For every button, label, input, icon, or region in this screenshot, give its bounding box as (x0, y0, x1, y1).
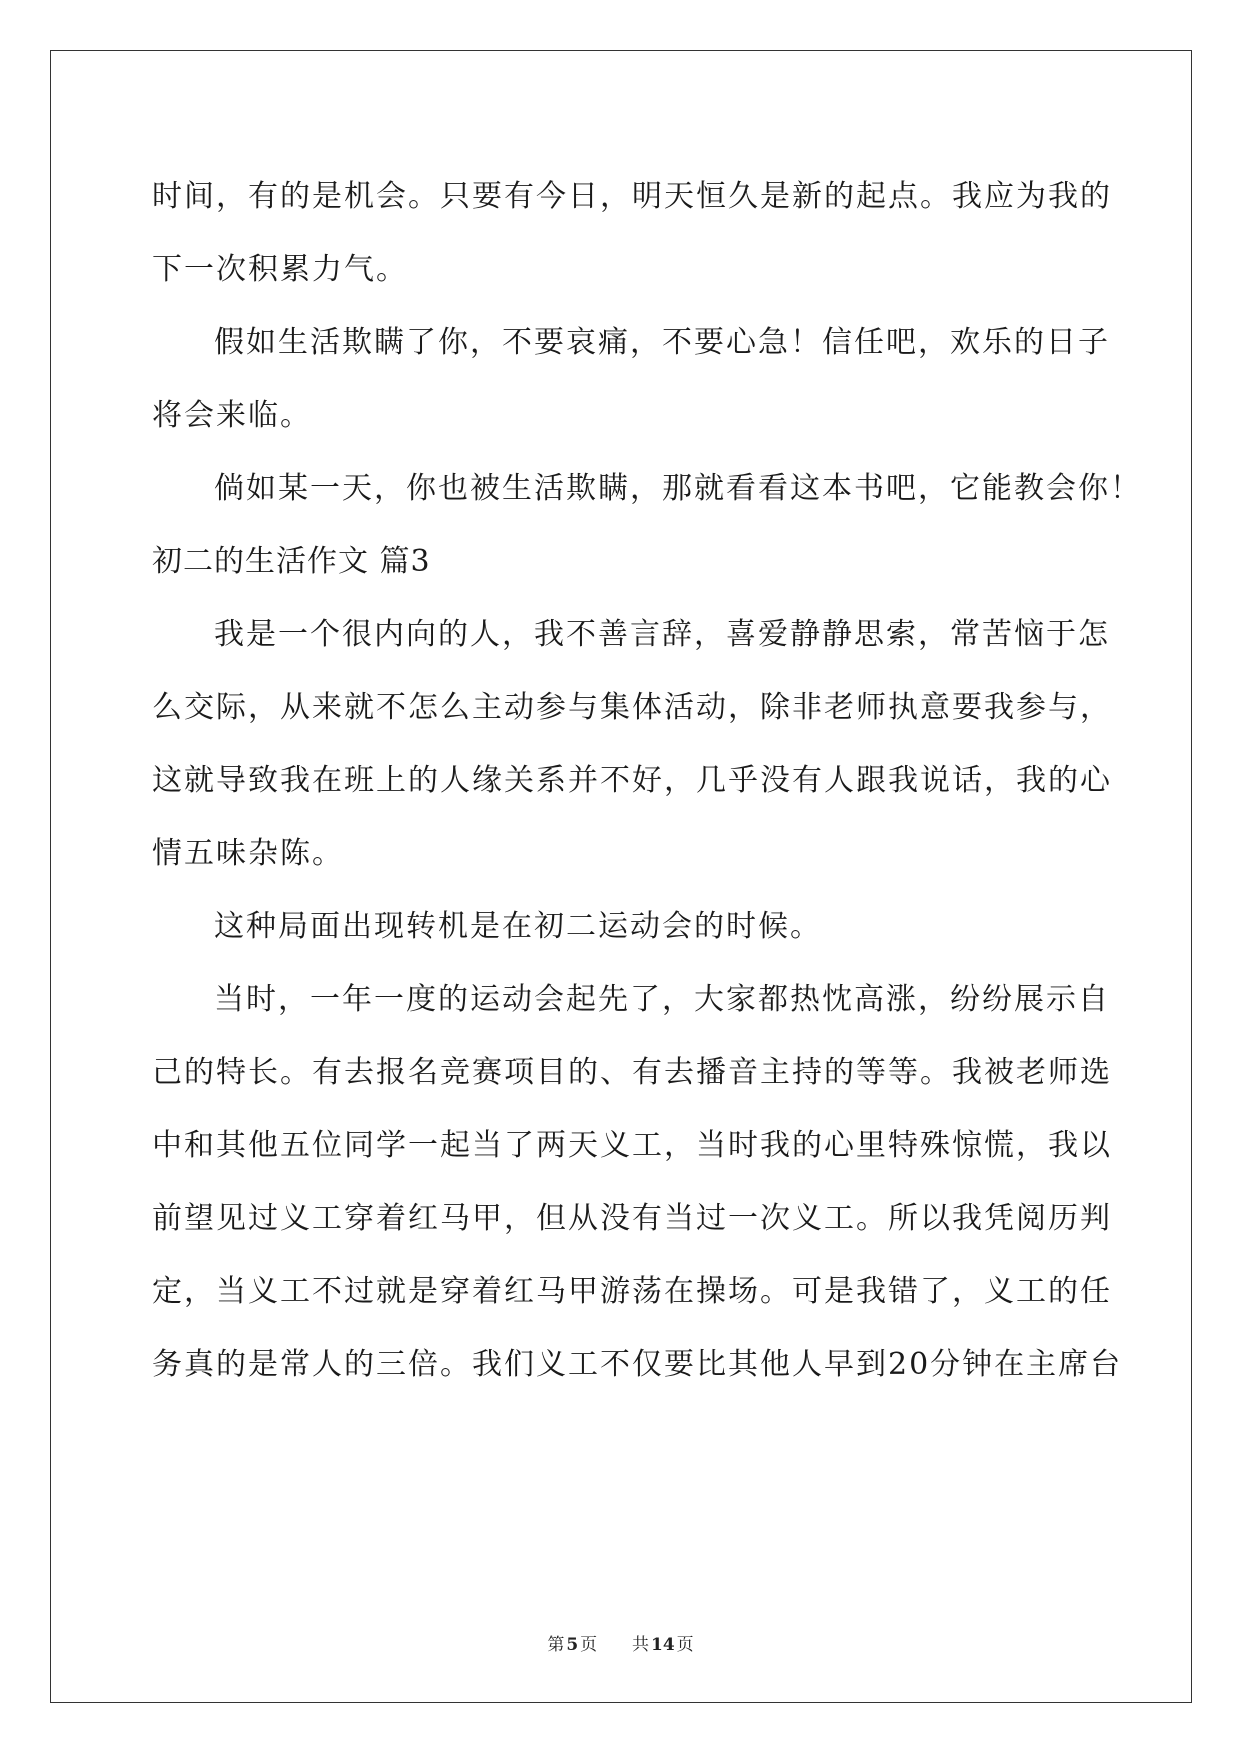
text-line-13: 己的特长。有去报名竞赛项目的、有去播音主持的等等。我被老师选 (152, 1055, 1112, 1090)
section-heading: 初二的生活作文 篇3 (152, 544, 431, 579)
text-line-14: 中和其他五位同学一起当了两天义工，当时我的心里特殊惊慌，我以 (152, 1128, 1112, 1163)
text-line-8: 么交际，从来就不怎么主动参与集体活动，除非老师执意要我参与， (152, 690, 1112, 725)
total-pages-number: 14 (650, 1635, 675, 1655)
text-line-4: 将会来临。 (152, 398, 312, 433)
text-line-17: 务真的是常人的三倍。我们义工不仅要比其他人早到20分钟在主席台 (152, 1347, 1123, 1382)
text-line-1: 时间，有的是机会。只要有今日，明天恒久是新的起点。我应为我的 (152, 179, 1112, 214)
text-line-16: 定，当义工不过就是穿着红马甲游荡在操场。可是我错了，义工的任 (152, 1274, 1112, 1309)
footer-total-prefix: 共 (631, 1635, 649, 1655)
text-line-5: 倘如某一天，你也被生活欺瞒，那就看看这本书吧，它能教会你！ (214, 471, 1142, 506)
footer-page-suffix: 页 (580, 1635, 598, 1655)
text-line-15: 前望见过义工穿着红马甲，但从没有当过一次义工。所以我凭阅历判 (152, 1201, 1112, 1236)
text-line-11: 这种局面出现转机是在初二运动会的时候。 (214, 909, 822, 944)
text-line-7: 我是一个很内向的人，我不善言辞，喜爱静静思索，常苦恼于怎 (214, 617, 1110, 652)
document-body (152, 160, 1142, 1401)
footer-prefix: 第 (547, 1635, 565, 1655)
current-page-number: 5 (566, 1635, 579, 1655)
text-line-12: 当时，一年一度的运动会起先了，大家都热忱高涨，纷纷展示自 (214, 982, 1110, 1017)
footer-total-suffix: 页 (676, 1635, 694, 1655)
text-line-10: 情五味杂陈。 (152, 836, 344, 871)
text-line-2: 下一次积累力气。 (152, 252, 408, 287)
text-line-9: 这就导致我在班上的人缘关系并不好，几乎没有人跟我说话，我的心 (152, 763, 1112, 798)
text-line-3: 假如生活欺瞒了你，不要哀痛，不要心急！信任吧，欢乐的日子 (214, 325, 1110, 360)
page-footer (0, 1630, 1241, 1655)
